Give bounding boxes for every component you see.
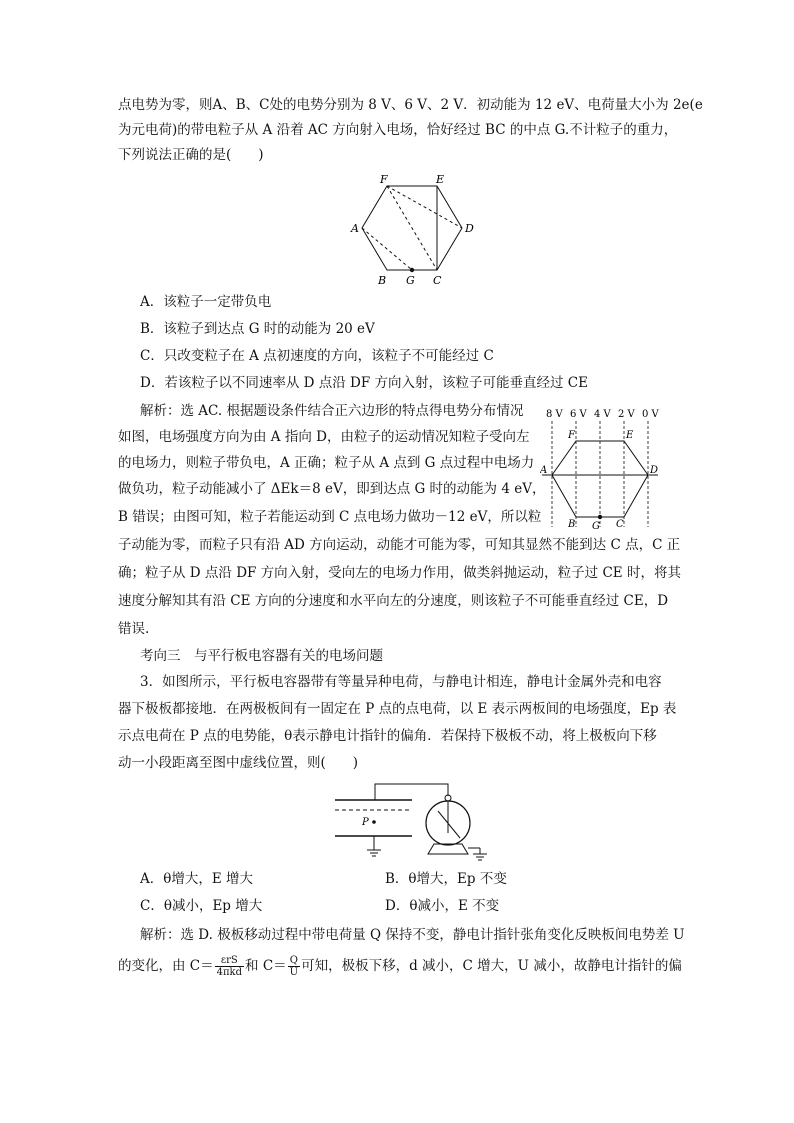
option-d: D．若该粒子以不同速率从 D 点沿 DF 方向入射，该粒子可能垂直经过 CE	[140, 375, 588, 391]
hex2-label-G: G	[592, 521, 600, 530]
capacitance-fraction-1	[215, 955, 244, 978]
hex2-label-F: F	[568, 430, 575, 441]
option-b: B．该粒子到达点 G 时的动能为 20 eV	[140, 321, 375, 337]
hex2-label-B: B	[568, 519, 576, 530]
hexagon-figure	[340, 172, 480, 290]
frac2-numerator: Q	[288, 955, 300, 967]
question-intro-line-2: 为元电荷)的带电粒子从 A 沿着 AC 方向射入电场，恰好经过 BC 的中点 G.不计粒子的重力，	[118, 122, 678, 138]
question-intro-line-3: 下列说法正确的是( )	[118, 147, 264, 163]
q3-option-a: A．θ增大，E 增大	[140, 871, 254, 887]
capacitor-electroscope-figure	[330, 778, 500, 862]
analysis1-line-6: 子动能为零，而粒子只有沿 AD 方向运动，动能才可能为零，可知其显然不能到达 C 点，C 正	[118, 537, 681, 553]
potential-label-6v: 6 V	[570, 409, 587, 420]
frac2-denominator: U	[289, 967, 299, 978]
label-F: F	[380, 173, 388, 186]
point-G2-dot	[598, 515, 602, 519]
analysis1-line-2: 如图，电场强度方向为由 A 指向 D，由粒子的运动情况知粒子受向左	[118, 429, 530, 445]
analysis1-line-7: 确；粒子从 D 点沿 DF 方向入射，受向左的电场力作用，做类斜抛运动，粒子过 CE 时，将其	[118, 565, 681, 581]
point-G-dot	[410, 268, 414, 272]
point-P-dot	[372, 820, 376, 824]
electroscope-needle	[438, 811, 460, 838]
analysis1-line-1: 解析：选 AC. 根据题设条件结合正六边形的特点得电势分布情况	[140, 403, 524, 419]
option-c: C．只改变粒子在 A 点初速度的方向，该粒子不可能经过 C	[140, 348, 494, 364]
question3-line-1: 3．如图所示，平行板电容器带有等量异种电荷，与静电计相连，静电计金属外壳和电容	[140, 674, 662, 690]
point-P-label: P	[362, 817, 369, 828]
potential-hexagon-figure	[540, 405, 665, 530]
potential-label-4v: 4 V	[594, 409, 611, 420]
analysis3-line-1: 解析：选 D. 极板移动过程中带电荷量 Q 保持不变，静电计指针张角变化反映板间电势差 U	[140, 927, 685, 943]
dashed-FC	[387, 186, 437, 270]
label-C: C	[433, 274, 442, 287]
label-D: D	[465, 222, 474, 235]
hex2-label-C: C	[616, 519, 624, 530]
q3-option-c: C．θ减小，Ep 增大	[140, 898, 263, 914]
analysis1-line-5: B 错误；由图可知，粒子若能运动到 C 点电场力做功－12 eV，所以粒	[118, 509, 542, 525]
question3-line-2: 器下极板都接地．在两极板间有一固定在 P 点的点电荷，以 E 表示两板间的电场强度，Ep 表	[118, 701, 677, 717]
hex2-label-D: D	[650, 465, 659, 476]
q3-option-d: D．θ减小，E 不变	[385, 898, 500, 914]
label-A: A	[351, 222, 359, 235]
analysis1-line-3: 的电场力，则粒子带负电，A 正确；粒子从 A 点到 G 点过程中电场力	[118, 455, 535, 471]
label-G: G	[406, 274, 415, 287]
potential-label-0v: 0 V	[642, 409, 659, 420]
dashed-FD	[387, 186, 462, 228]
analysis3-mid: 和 C＝	[245, 958, 287, 974]
question-intro-line-1: 点电势为零，则A、B、C处的电势分别为 8 V、6 V、2 V．初动能为 12 eV、电荷量大小为 2e(e	[118, 97, 703, 113]
label-B: B	[378, 274, 387, 287]
question3-line-4: 动一小段距离至图中虚线位置，则( )	[118, 755, 359, 771]
dashed-AG	[362, 228, 412, 270]
analysis3-line-2	[118, 953, 682, 979]
potential-label-8v: 8 V	[546, 409, 563, 420]
hex2-label-A: A	[540, 465, 548, 476]
section-heading: 考向三 与平行板电容器有关的电场问题	[140, 648, 383, 664]
question3-line-3: 示点电荷在 P 点的电势能，θ表示静电计指针的偏角．若保持下极板不动，将上极板向下移	[118, 728, 657, 744]
frac1-denominator: 4πkd	[216, 967, 243, 978]
potential-label-2v: 2 V	[618, 409, 635, 420]
analysis1-line-8: 速度分解知其有沿 CE 方向的分速度和水平向左的分速度，则该粒子不可能垂直经过 CE，D	[118, 593, 669, 609]
q3-option-b: B．θ增大，Ep 不变	[385, 871, 507, 887]
label-E: E	[436, 173, 445, 186]
analysis1-line-9: 错误.	[118, 621, 150, 637]
analysis1-line-4: 做负功，粒子动能减小了 ΔEk＝8 eV，即到达点 G 时的动能为 4 eV，	[118, 481, 546, 497]
frac1-numerator: εrS	[215, 955, 244, 967]
capacitance-fraction-2	[288, 955, 300, 978]
hex2-label-E: E	[626, 430, 634, 441]
analysis3-suffix: 可知，极板下移，d 减小，C 增大，U 减小，故静电计指针的偏	[301, 958, 682, 974]
option-a: A．该粒子一定带负电	[140, 294, 272, 310]
wire-upper-to-scope	[375, 784, 448, 800]
analysis3-prefix: 的变化，由 C＝	[118, 958, 214, 974]
